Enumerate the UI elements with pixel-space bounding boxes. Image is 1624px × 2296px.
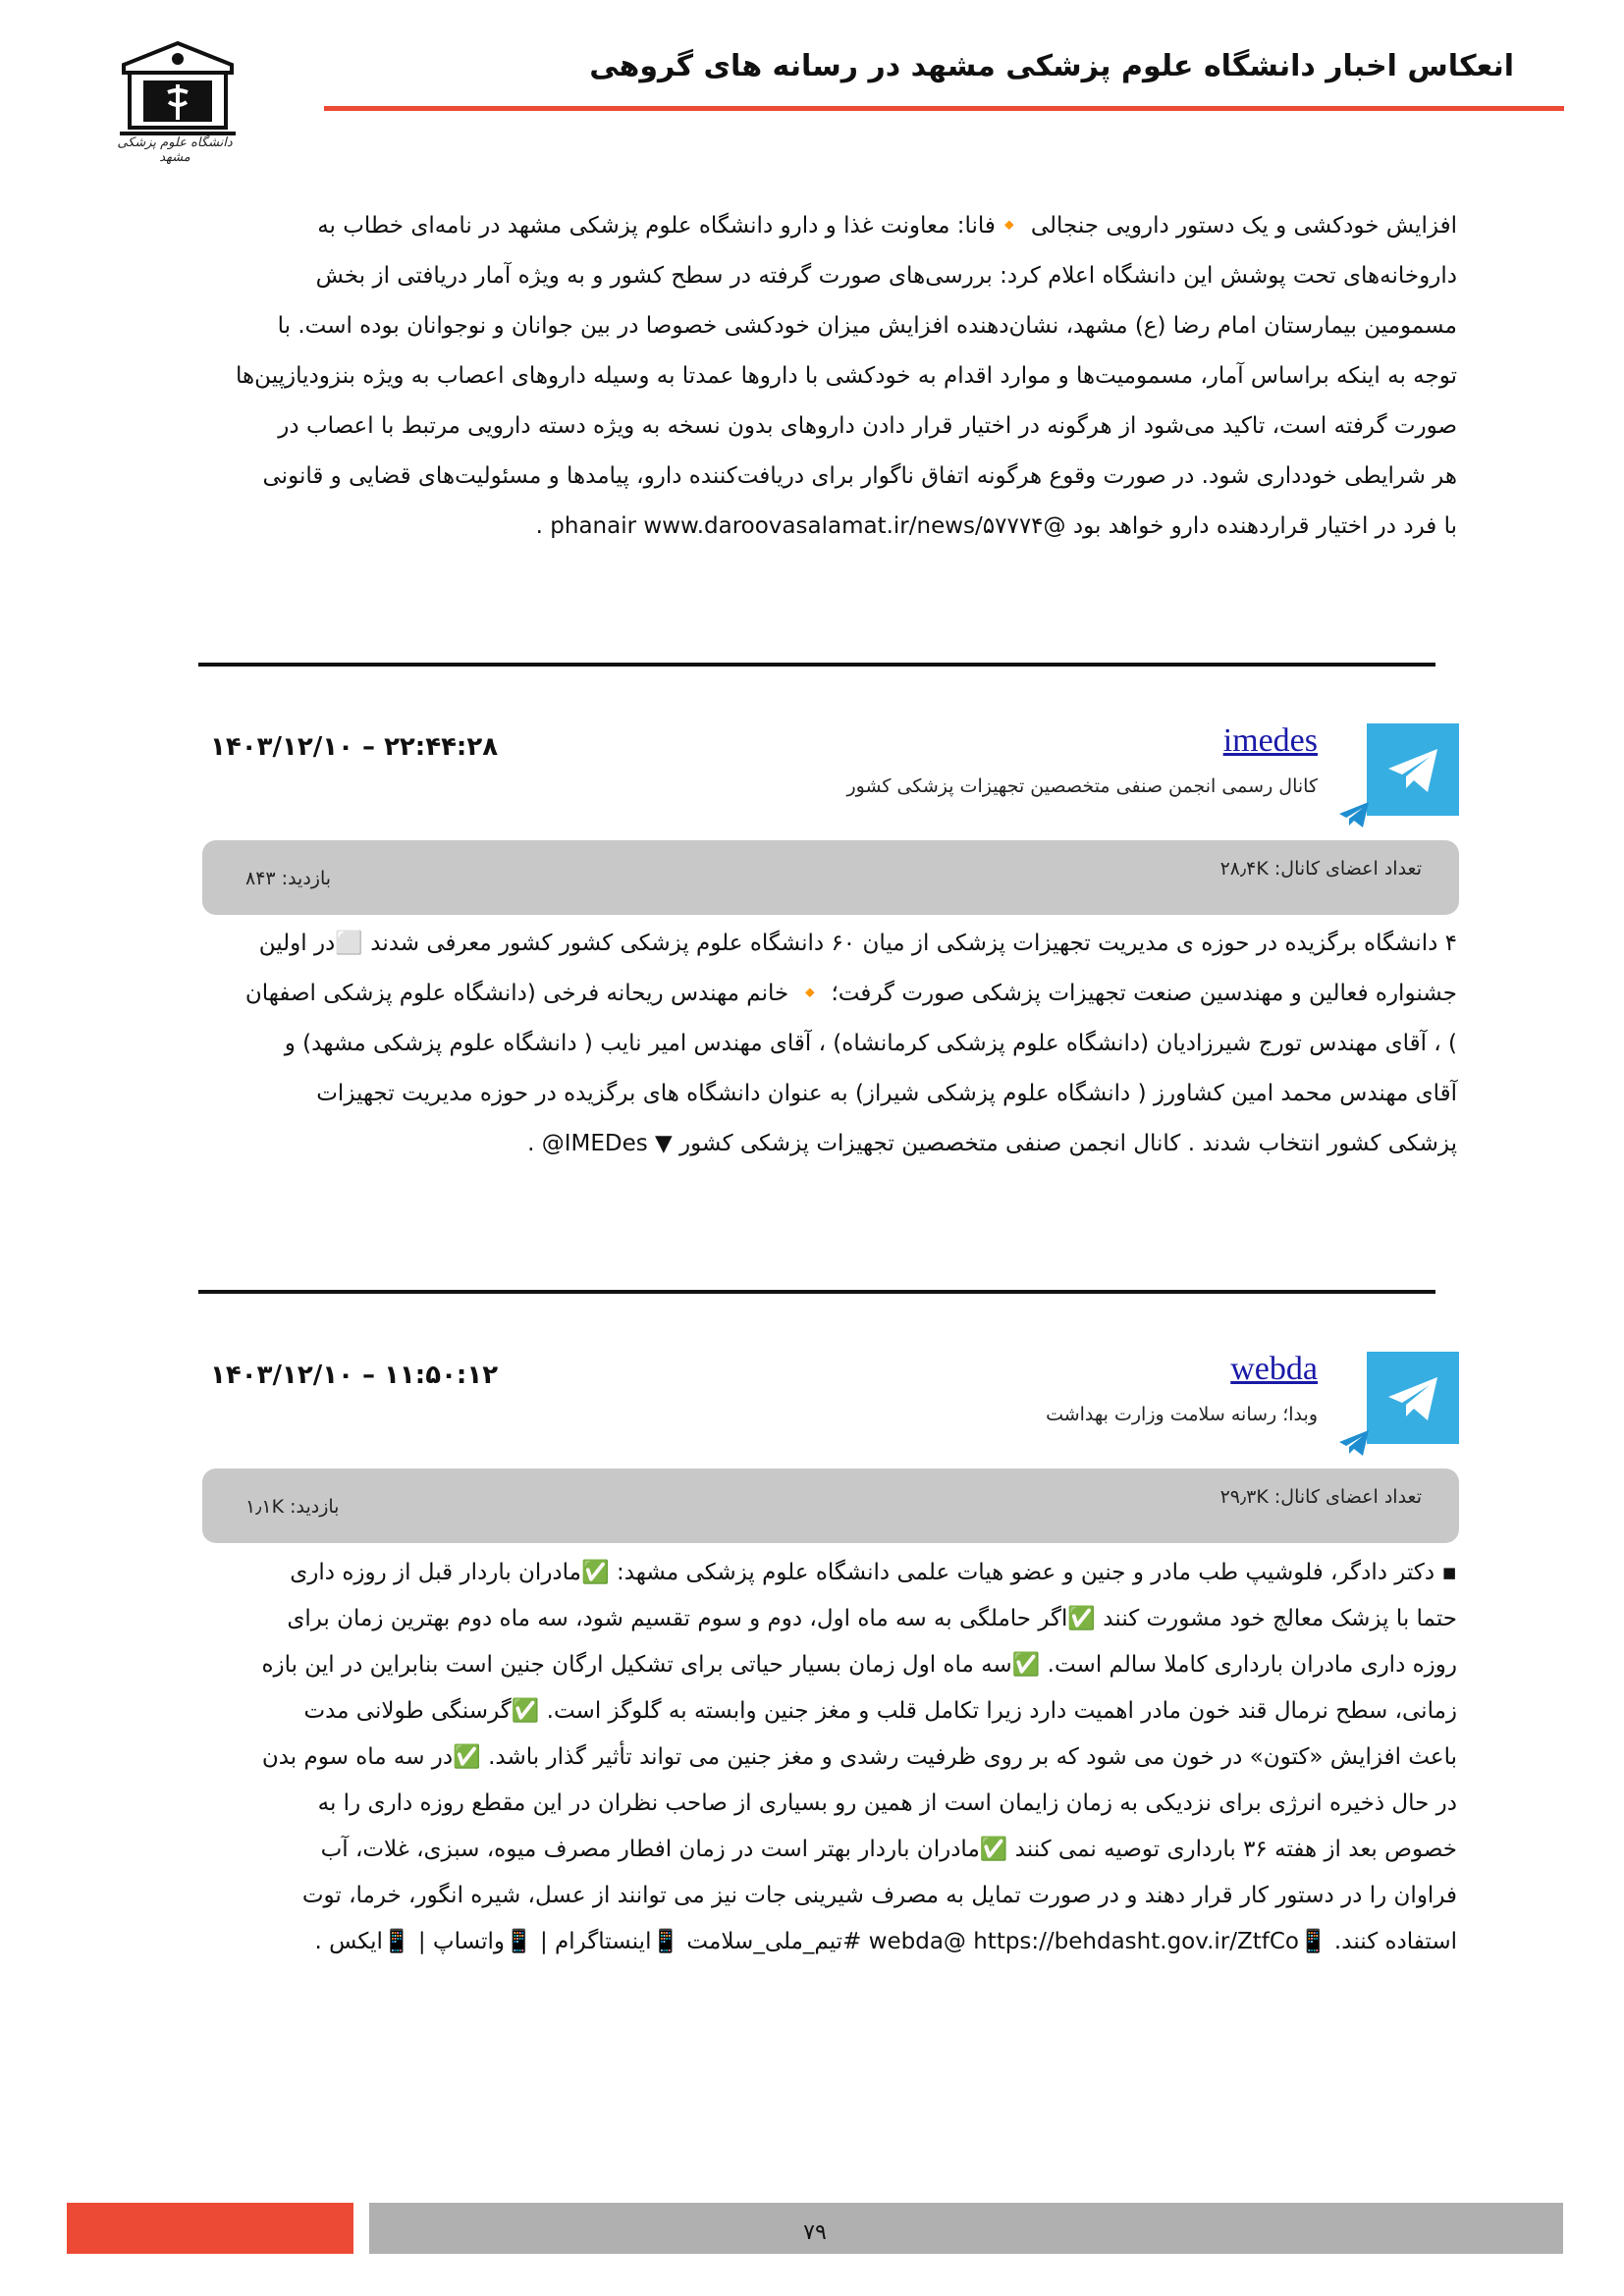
channel-name-link[interactable]: webda [1230, 1351, 1318, 1387]
post-line: ▪ دکتر دادگر، فلوشیپ طب مادر و جنین و عضو هیات علمی دانشگاه علوم پزشکی مشهد: ✅مادران باردار قبل از روزه داری [290, 1560, 1457, 1585]
footer-red-bar [67, 2203, 353, 2254]
section-divider [198, 663, 1435, 667]
telegram-small-icon [1337, 800, 1371, 833]
channel-description: کانال رسمی انجمن صنفی متخصصین تجهیزات پزشکی کشور [846, 775, 1318, 797]
page-header-title: انعکاس اخبار دانشگاه علوم پزشکی مشهد در رسانه های گروهی [589, 49, 1514, 83]
post-line: باعث افزایش «کتون» در خون می شود که بر روی ظرفیت رشدی و مغز جنین می تواند تأثیر گذار باشد. ✅در سه ماه سوم بدن [261, 1744, 1457, 1770]
intro-line: صورت گرفته است، تاکید می‌شود از هرگونه در اختیار قرار دادن داروهای بدون نسخه به ویژه دسته دارویی مرتبط با اعصاب در [278, 413, 1457, 439]
post-line: پزشکی کشور انتخاب شدند . کانال انجمن صنفی متخصصین تجهیزات پزشکی کشور ▼ IMEDes@ . [527, 1131, 1457, 1156]
post-line: ) ، آقای مهندس تورج شیرزادیان (دانشگاه علوم پزشکی کرمانشاه) ، آقای مهندس امیر نایب ( دانشگاه علوم پزشکی مشهد) و [284, 1031, 1457, 1056]
post-line: در حال ذخیره انرژی برای نزدیکی به زمان زایمان است از همین رو بسیاری از صاحب نظران در این مقطع روزه داری را به [317, 1790, 1457, 1816]
post-line: روزه داری مادران بارداری کاملا سالم است. ✅سه ماه اول زمان بسیار حیاتی برای تشکیل ارگان جنین است بنابراین در این بازه [261, 1652, 1457, 1678]
intro-line: داروخانه‌های تحت پوشش این دانشگاه اعلام کرد: بررسی‌های صورت گرفته در سطح کشور و به ویژه آمار دریافتی از بخش [315, 263, 1457, 289]
channel-members-count: تعداد اعضای کانال: ۲۸٫۴K [1219, 858, 1422, 880]
channel-description: وبدا؛ رسانه سلامت وزارت بهداشت [1046, 1404, 1318, 1425]
post-datetime: ۱۱:۵۰:۱۲ – ۱۴۰۳/۱۲/۱۰ [210, 1361, 499, 1390]
post-views-count: بازدید: ۱٫۱K [245, 1496, 340, 1518]
intro-line: با فرد در اختیار قراردهنده دارو خواهد بود @phanair www.daroovasalamat.ir/news/۵۷۷۷۴ . [535, 513, 1457, 539]
post-line: ۴ دانشگاه برگزیده در حوزه ی مدیریت تجهیزات پزشکی از میان ۶۰ دانشگاه علوم پزشکی کشور کشور معرفی شدند ⬜در اولین [258, 931, 1457, 956]
telegram-icon [1367, 1352, 1459, 1444]
logo-caption: دانشگاه علوم پزشکی مشهد [117, 135, 233, 165]
post-body [190, 919, 1457, 1169]
intro-line: مسمومین بیمارستان امام رضا (ع) مشهد، نشان‌دهنده افزایش میزان خودکشی خصوصا در بین جوانان و نوجوانان بوده است. با [277, 313, 1457, 339]
post-body [190, 1550, 1457, 1965]
post-line: زمانی، سطح نرمال قند خون مادر اهمیت دارد زیرا تکامل قلب و مغز جنین وابسته به گلوگز است. ✅گرسنگی طولانی مدت [303, 1698, 1457, 1724]
post-line: حتما با پزشک معالج خود مشورت کنند ✅اگر حاملگی به سه ماه اول، دوم و سوم تقسیم شود، سه ماه دوم بهترین زمان برای [287, 1606, 1457, 1631]
post-views-count: بازدید: ۸۴۳ [245, 868, 332, 889]
post-line: آقای مهندس محمد امین کشاورز ( دانشگاه علوم پزشکی شیراز) به عنوان دانشگاه های برگزیده در حوزه مدیریت تجهیزات [316, 1081, 1457, 1106]
post-line: استفاده کنند. 📱webda@ https://behdasht.gov.ir/ZtfCo #تیم_ملی_سلامت 📱اینستاگرام | 📱واتساپ | 📱ایکس . [314, 1929, 1457, 1954]
telegram-icon [1367, 723, 1459, 816]
intro-article [190, 201, 1457, 552]
page-number: ۷۹ [803, 2220, 827, 2245]
stats-bar [202, 1468, 1459, 1543]
footer-gray-bar [369, 2203, 1563, 2254]
post-line: فراوان را در دستور کار قرار دهند و در صورت تمایل به مصرف شیرینی جات نیز می توانند از عسل، شیره انگور، خرما، توت [301, 1883, 1457, 1908]
intro-line: هر شرایطی خودداری شود. در صورت وقوع هرگونه اتفاق ناگوار برای دریافت‌کننده دارو، پیامدها و مسئولیت‌های قضایی و قانونی [262, 463, 1457, 489]
intro-line: توجه به اینکه براساس آمار، مسمومیت‌ها و موارد اقدام به خودکشی با داروها عمدتا به وسیله داروهای اعصاب به ویژه بنزودیازپین‌ها [236, 363, 1457, 389]
post-line: خصوص بعد از هفته ۳۶ بارداری توصیه نمی کنند ✅مادران باردار بهتر است در زمان افطار مصرف میوه، سبزی، غلات، آب [320, 1837, 1457, 1862]
post-datetime: ۲۲:۴۴:۲۸ – ۱۴۰۳/۱۲/۱۰ [210, 732, 499, 762]
channel-name-link[interactable]: imedes [1222, 722, 1318, 759]
section-divider [198, 1290, 1435, 1294]
channel-members-count: تعداد اعضای کانال: ۲۹٫۳K [1219, 1486, 1422, 1508]
stats-bar [202, 840, 1459, 915]
intro-line: افزایش خودکشی و یک دستور دارویی جنجالی 🔸فانا: معاونت غذا و دارو دانشگاه علوم پزشکی مشهد در نامه‌ای خطاب به [317, 213, 1457, 239]
post-line: جشنواره فعالین و مهندسین صنعت تجهیزات پزشکی صورت گرفت؛ 🔸 خانم مهندس ریحانه فرخی (دانشگاه علوم پزشکی اصفهان [244, 981, 1457, 1006]
telegram-small-icon [1337, 1428, 1371, 1462]
header-rule [324, 106, 1564, 111]
